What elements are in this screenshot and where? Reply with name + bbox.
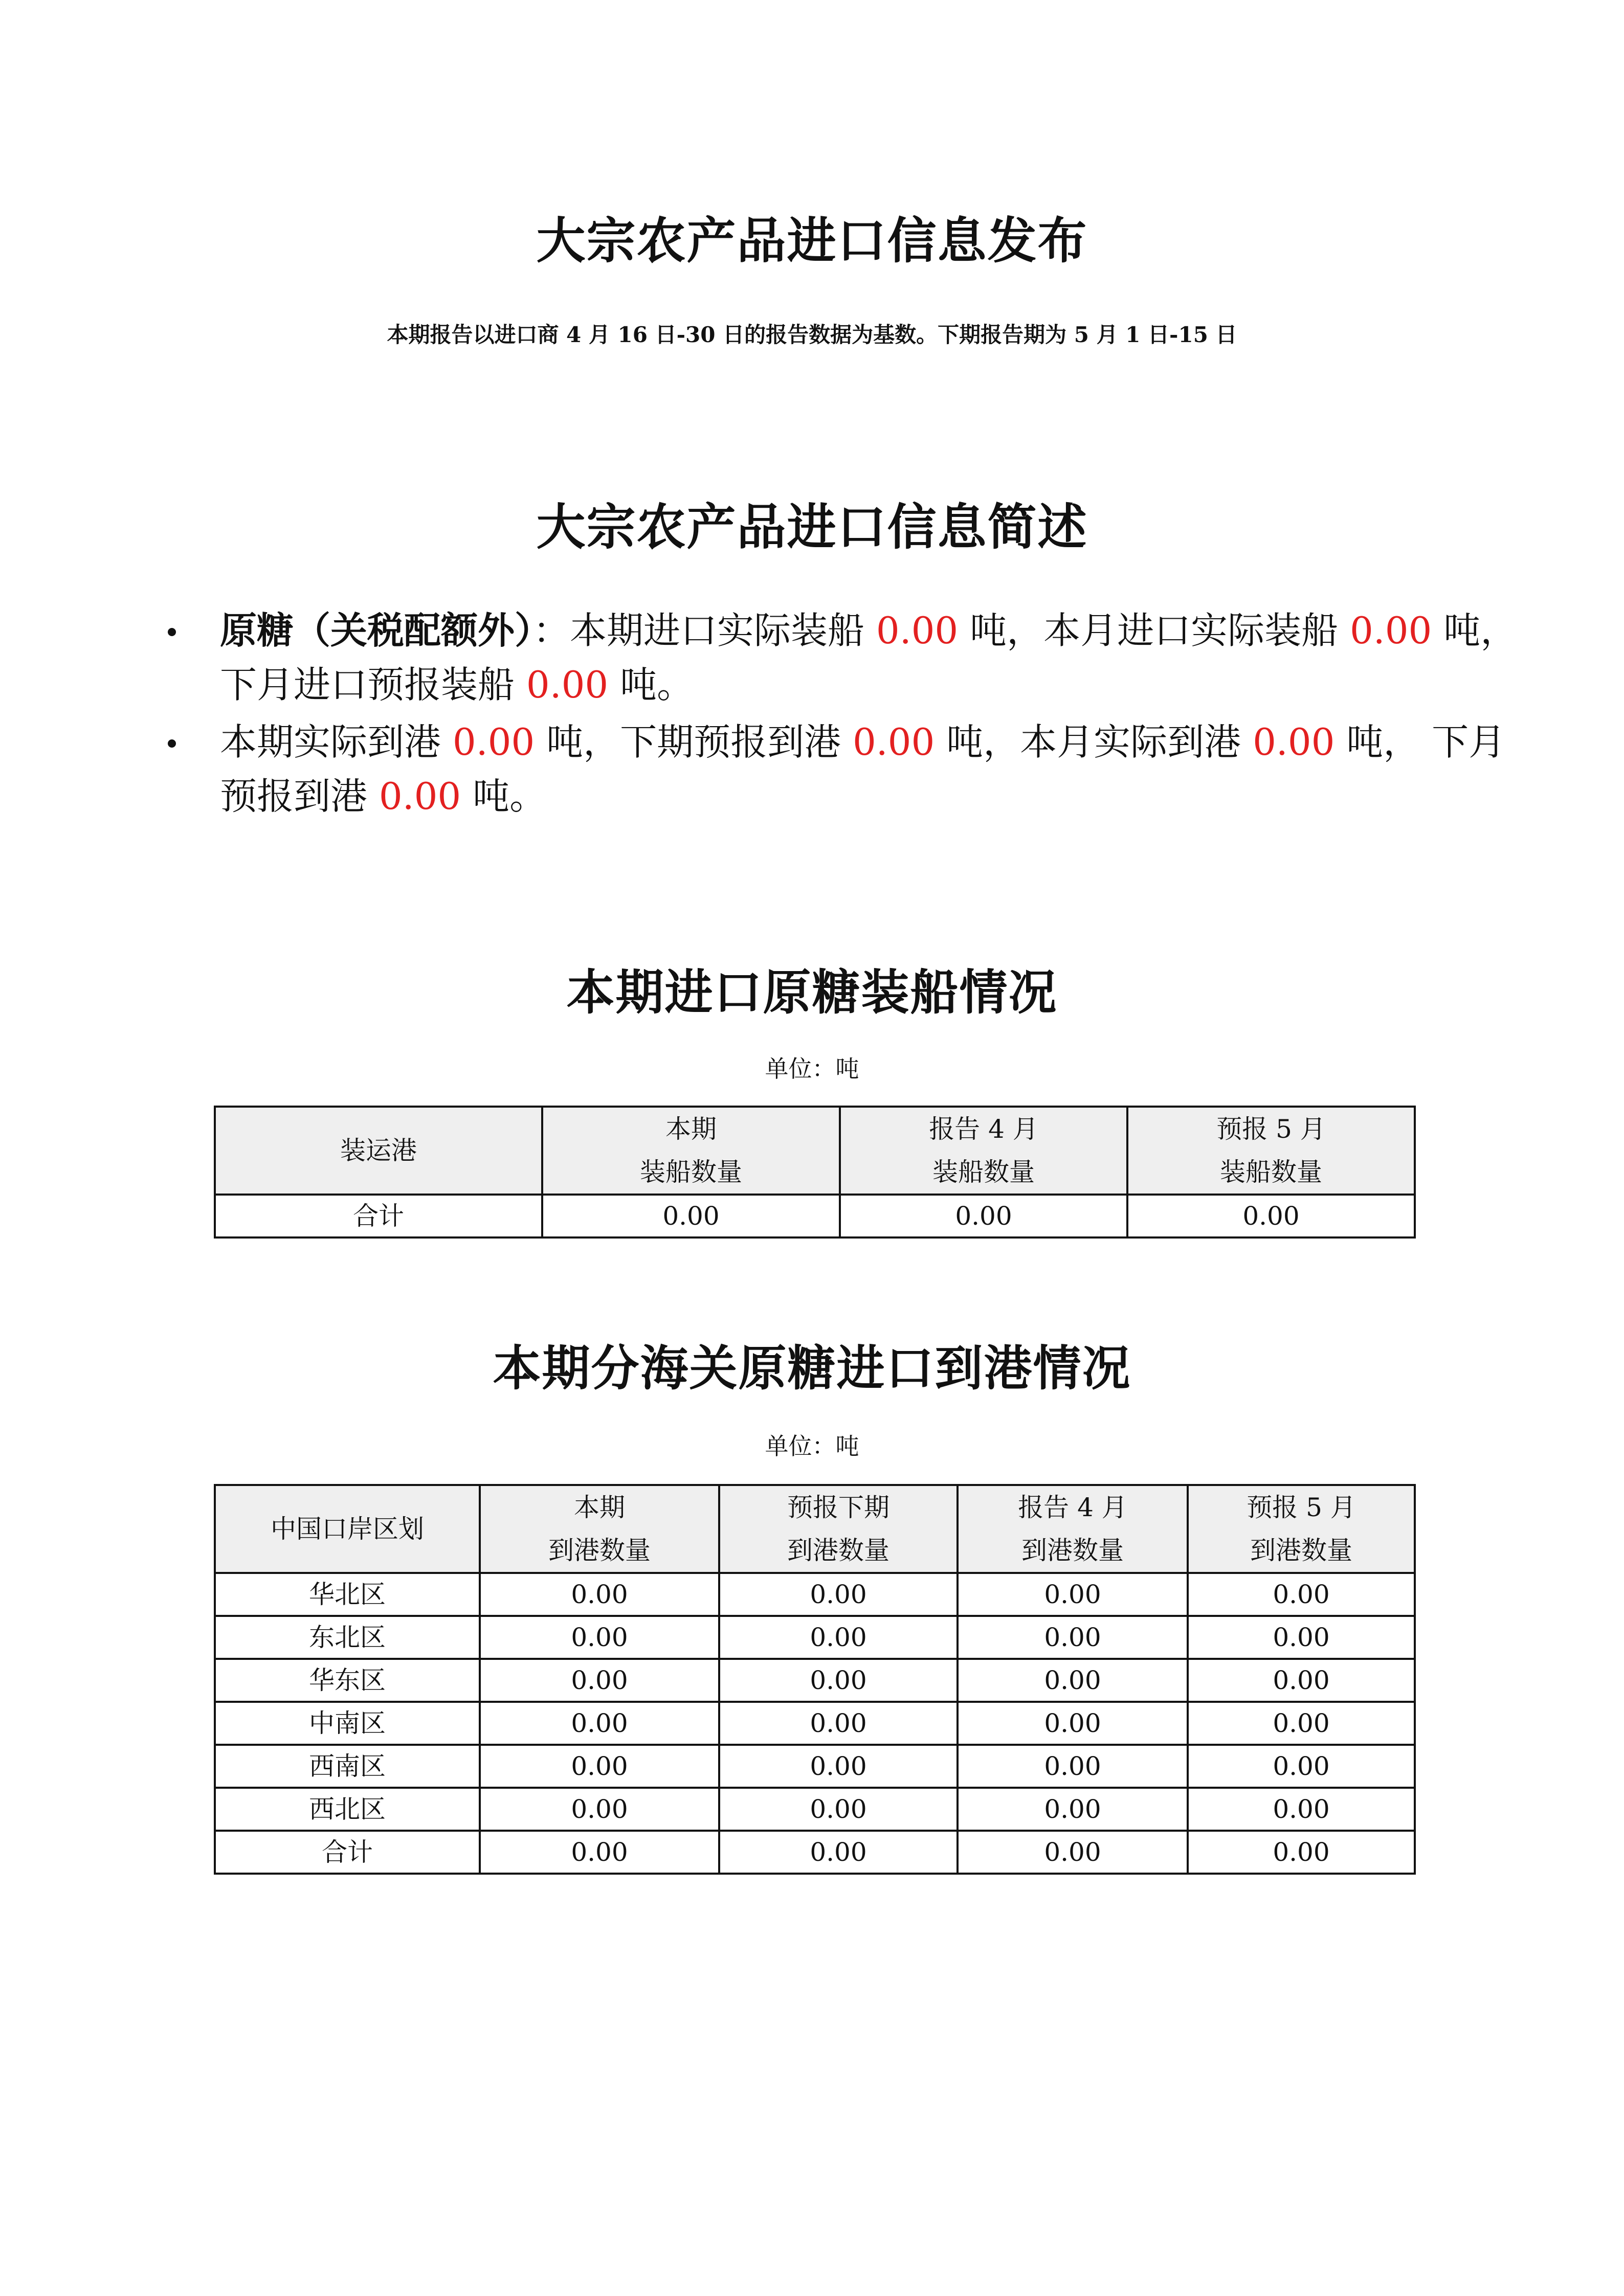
header-label: 预报 5 月 xyxy=(1247,1493,1356,1522)
table-header-row xyxy=(215,1107,1415,1195)
summary-heading: 大宗农产品进口信息简述 xyxy=(536,498,1088,556)
table-cell: 0.00 xyxy=(1188,1745,1415,1788)
table-cell: 0.00 xyxy=(1188,1616,1415,1659)
table-cell: 0.00 xyxy=(480,1702,719,1745)
header-label: 本期 xyxy=(665,1114,717,1144)
product-name: 原糖（关税配额外） xyxy=(220,609,533,652)
table-row xyxy=(215,1195,1415,1237)
shipping-table xyxy=(214,1106,1416,1239)
table-row xyxy=(215,1659,1415,1702)
summary-bullet-sugar-shipping: 原糖（关税配额外）：本期进口实际装船 0.00 吨，本月进口实际装船 0.00 吨，下月进口预报装船 0.00 吨。 xyxy=(220,603,1529,712)
table-cell: 中南区 xyxy=(215,1702,480,1745)
header-may-forecast xyxy=(1188,1485,1415,1573)
table-cell: 0.00 xyxy=(958,1616,1188,1659)
header-label: 本期 xyxy=(574,1493,625,1522)
report-period-note: 本期报告以进口商 4 月 16 日-30 日的报告数据为基数。下期报告期为 5 月 1 日-15 日 xyxy=(387,322,1237,347)
summary-list xyxy=(220,603,1529,826)
table-cell: 华北区 xyxy=(215,1573,480,1616)
table-cell: 0.00 xyxy=(719,1573,958,1616)
table-cell: 0.00 xyxy=(1188,1831,1415,1874)
table-cell: 0.00 xyxy=(1188,1659,1415,1702)
table-cell: 0.00 xyxy=(480,1573,719,1616)
arrival-unit: 单位：吨 xyxy=(765,1432,859,1460)
table-cell: 0.00 xyxy=(719,1616,958,1659)
table-cell: 东北区 xyxy=(215,1616,480,1659)
header-label: 报告 4 月 xyxy=(929,1114,1038,1144)
header-region xyxy=(215,1485,480,1573)
arrival-heading: 本期分海关原糖进口到港情况 xyxy=(493,1340,1131,1397)
table-cell: 0.00 xyxy=(719,1831,958,1874)
table-cell: 0.00 xyxy=(958,1745,1188,1788)
table-row xyxy=(215,1616,1415,1659)
table-cell: 0.00 xyxy=(958,1659,1188,1702)
shipping-unit: 单位：吨 xyxy=(765,1055,859,1083)
header-label: 预报 5 月 xyxy=(1216,1114,1326,1144)
summary-bullet-sugar-arrival: 本期实际到港 0.00 吨，下期预报到港 0.00 吨，本月实际到港 0.00 吨， 下月预报到港 0.00 吨。 xyxy=(220,715,1529,823)
table-cell: 合计 xyxy=(215,1195,542,1237)
table-cell: 0.00 xyxy=(480,1831,719,1874)
forecast-next-month: 0.00 xyxy=(526,663,609,706)
header-port xyxy=(215,1107,542,1195)
table-cell: 0.00 xyxy=(480,1745,719,1788)
header-label: 装船数量 xyxy=(1220,1157,1322,1187)
header-label: 到港数量 xyxy=(787,1536,889,1565)
table-cell: 0.00 xyxy=(958,1831,1188,1874)
header-label: 装运港 xyxy=(340,1136,417,1165)
header-april-report xyxy=(958,1485,1188,1573)
table-row xyxy=(215,1788,1415,1831)
table-cell: 0.00 xyxy=(719,1788,958,1831)
header-label: 预报下期 xyxy=(787,1493,889,1522)
table-cell: 0.00 xyxy=(958,1573,1188,1616)
shipped-this-month: 0.00 xyxy=(1350,609,1432,652)
table-cell: 0.00 xyxy=(840,1195,1127,1237)
table-cell: 华东区 xyxy=(215,1659,480,1702)
table-cell: 0.00 xyxy=(1188,1788,1415,1831)
table-cell: 0.00 xyxy=(480,1659,719,1702)
header-current-period xyxy=(480,1485,719,1573)
shipped-this-period: 0.00 xyxy=(876,609,959,652)
table-cell: 0.00 xyxy=(719,1745,958,1788)
header-next-period-forecast xyxy=(719,1485,958,1573)
header-label: 到港数量 xyxy=(1250,1536,1352,1565)
table-cell: 0.00 xyxy=(958,1788,1188,1831)
table-cell: 0.00 xyxy=(719,1659,958,1702)
table-cell: 合计 xyxy=(215,1831,480,1874)
bullet-icon xyxy=(168,739,176,748)
shipping-heading: 本期进口原糖装船情况 xyxy=(566,964,1058,1021)
header-label: 装船数量 xyxy=(932,1157,1035,1187)
header-april-report xyxy=(840,1107,1127,1195)
table-cell: 0.00 xyxy=(958,1702,1188,1745)
forecast-arrival-next-month: 0.00 xyxy=(379,775,461,818)
bullet-icon xyxy=(168,628,176,636)
table-row xyxy=(215,1573,1415,1616)
table-cell: 0.00 xyxy=(542,1195,840,1237)
table-row xyxy=(215,1831,1415,1874)
header-label: 到港数量 xyxy=(548,1536,651,1565)
arrived-this-month: 0.00 xyxy=(1253,721,1335,763)
table-cell: 0.00 xyxy=(1188,1573,1415,1616)
table-cell: 0.00 xyxy=(1188,1702,1415,1745)
table-cell: 西南区 xyxy=(215,1745,480,1788)
table-cell: 0.00 xyxy=(1127,1195,1415,1237)
page-title: 大宗农产品进口信息发布 xyxy=(536,212,1088,269)
header-label: 报告 4 月 xyxy=(1018,1493,1127,1522)
table-row xyxy=(215,1702,1415,1745)
table-row xyxy=(215,1745,1415,1788)
header-label: 中国口岸区划 xyxy=(271,1514,424,1544)
arrival-table xyxy=(214,1484,1416,1875)
table-cell: 0.00 xyxy=(719,1702,958,1745)
table-header-row xyxy=(215,1485,1415,1573)
forecast-arrival-next-period: 0.00 xyxy=(852,721,935,763)
table-cell: 西北区 xyxy=(215,1788,480,1831)
header-label: 到港数量 xyxy=(1021,1536,1124,1565)
arrived-this-period: 0.00 xyxy=(452,721,535,763)
table-cell: 0.00 xyxy=(480,1788,719,1831)
header-may-forecast xyxy=(1127,1107,1415,1195)
header-current-period xyxy=(542,1107,840,1195)
table-cell: 0.00 xyxy=(480,1616,719,1659)
header-label: 装船数量 xyxy=(640,1157,742,1187)
